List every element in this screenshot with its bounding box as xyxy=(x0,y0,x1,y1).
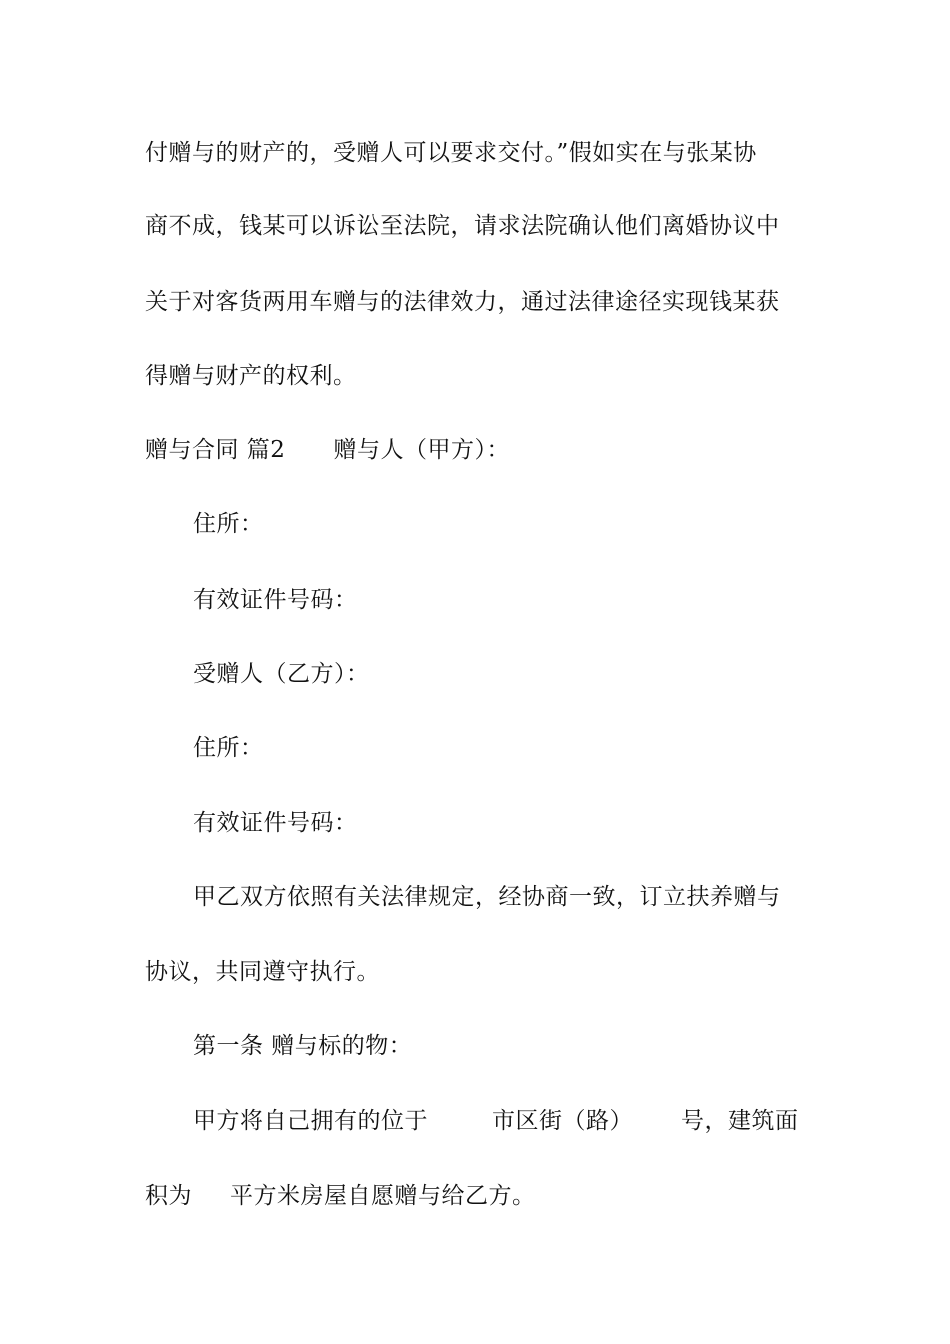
section-heading-row xyxy=(145,435,510,465)
article-one-line-1 xyxy=(193,1106,799,1136)
agreement-line-1: 甲乙双方依照有关法律规定，经协商一致，订立扶养赠与 xyxy=(193,884,781,910)
donor-label: 赠与人（甲方）： xyxy=(333,437,510,463)
paragraph-line-1: 付赠与的财产的，受赠人可以要求交付。”假如实在与张某协 xyxy=(145,140,757,166)
article-text-part1: 甲方将自己拥有的位于 xyxy=(193,1108,428,1134)
donee-label-line: 受赠人（乙方）： xyxy=(193,661,370,687)
article-text-part4: 积为 xyxy=(145,1183,192,1209)
section-heading: 赠与合同 篇2 xyxy=(145,437,286,463)
donor-address-line: 住所： xyxy=(193,511,264,537)
article-text-part2: 市区街（路） xyxy=(492,1108,633,1134)
article-text-part5: 平方米房屋自愿赠与给乙方。 xyxy=(230,1183,536,1209)
agreement-line-2: 协议，共同遵守执行。 xyxy=(145,959,380,985)
paragraph-line-4: 得赠与财产的权利。 xyxy=(145,363,357,389)
article-one-line-2 xyxy=(145,1181,536,1211)
donee-address-line: 住所： xyxy=(193,735,264,761)
donor-id-line: 有效证件号码： xyxy=(193,587,358,613)
article-text-part3: 号，建筑面 xyxy=(681,1108,799,1134)
donee-id-line: 有效证件号码： xyxy=(193,810,358,836)
paragraph-line-3: 关于对客货两用车赠与的法律效力，通过法律途径实现钱某获 xyxy=(145,289,780,315)
paragraph-line-2: 商不成，钱某可以诉讼至法院，请求法院确认他们离婚协议中 xyxy=(145,213,780,239)
article-one-title: 第一条 赠与标的物： xyxy=(193,1033,413,1059)
